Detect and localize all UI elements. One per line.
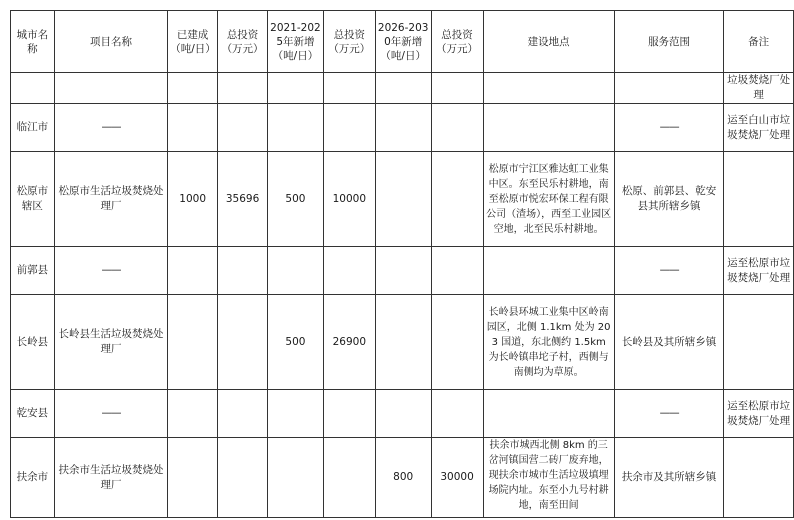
cell-invest-2: 26900 xyxy=(323,295,375,390)
cell-city: 扶余市 xyxy=(11,438,55,518)
header-row xyxy=(11,11,794,73)
cell-new-2026-2030 xyxy=(375,247,431,295)
cell-invest-3: 30000 xyxy=(431,438,483,518)
col-new-2021-2025: 2021-2025年新增（吨/日） xyxy=(268,11,324,73)
cell-built xyxy=(168,247,218,295)
cell-invest-1: 35696 xyxy=(218,152,268,247)
col-new-2026-2030: 2026-2030年新增（吨/日） xyxy=(375,11,431,73)
cell-note: 运至松原市垃圾焚烧厂处理 xyxy=(724,390,794,438)
cell-service: —— xyxy=(614,390,723,438)
cell-note xyxy=(724,438,794,518)
cell-new-2021-2025: 500 xyxy=(268,152,324,247)
cell-project: —— xyxy=(54,390,167,438)
col-invest-2: 总投资（万元） xyxy=(323,11,375,73)
cell-built xyxy=(168,390,218,438)
cell-location xyxy=(483,247,614,295)
cell-new-2021-2025 xyxy=(268,247,324,295)
cell-city xyxy=(11,73,55,104)
cell-invest-1 xyxy=(218,295,268,390)
cell-built xyxy=(168,73,218,104)
table-row xyxy=(11,104,794,152)
cell-service: —— xyxy=(614,247,723,295)
cell-invest-2 xyxy=(323,73,375,104)
cell-invest-3 xyxy=(431,73,483,104)
cell-new-2026-2030: 800 xyxy=(375,438,431,518)
cell-new-2021-2025 xyxy=(268,73,324,104)
table-row xyxy=(11,390,794,438)
col-city: 城市名称 xyxy=(11,11,55,73)
cell-built xyxy=(168,438,218,518)
cell-new-2026-2030 xyxy=(375,104,431,152)
cell-invest-3 xyxy=(431,104,483,152)
col-invest-3: 总投资（万元） xyxy=(431,11,483,73)
cell-city: 长岭县 xyxy=(11,295,55,390)
cell-invest-2 xyxy=(323,247,375,295)
cell-location xyxy=(483,73,614,104)
cell-location: 松原市宁江区雅达虹工业集中区。东至民乐村耕地，南至松原市悦宏环保工程有限公司（渣场），西至工业园区空地，北至民乐村耕地。 xyxy=(483,152,614,247)
cell-invest-1 xyxy=(218,104,268,152)
cell-new-2021-2025 xyxy=(268,438,324,518)
cell-project: —— xyxy=(54,104,167,152)
cell-note xyxy=(724,295,794,390)
col-note: 备注 xyxy=(724,11,794,73)
cell-location: 扶余市城西北侧 8km 的三岔河镇国营二砖厂废弃地，现扶余市城市生活垃圾填埋场院内址。东至小九号村耕地，南至田间 xyxy=(483,438,614,518)
col-project: 项目名称 xyxy=(54,11,167,73)
cell-new-2021-2025 xyxy=(268,104,324,152)
cell-new-2026-2030 xyxy=(375,390,431,438)
cell-note: 运至松原市垃圾焚烧厂处理 xyxy=(724,247,794,295)
cell-built: 1000 xyxy=(168,152,218,247)
cell-invest-2 xyxy=(323,438,375,518)
cell-new-2021-2025: 500 xyxy=(268,295,324,390)
cell-project: 松原市生活垃圾焚烧处理厂 xyxy=(54,152,167,247)
table-row xyxy=(11,438,794,518)
cell-service: —— xyxy=(614,104,723,152)
cell-built xyxy=(168,104,218,152)
cell-service: 长岭县及其所辖乡镇 xyxy=(614,295,723,390)
table-row xyxy=(11,247,794,295)
cell-invest-1 xyxy=(218,390,268,438)
cell-location: 长岭县环城工业集中区岭南园区，北侧 1.1km 处为 203 国道，东北侧约 1.5km 为长岭镇串坨子村，西侧与南侧均为草原。 xyxy=(483,295,614,390)
cell-invest-2: 10000 xyxy=(323,152,375,247)
cell-invest-3 xyxy=(431,247,483,295)
table-row xyxy=(11,152,794,247)
cell-project: —— xyxy=(54,247,167,295)
cell-invest-3 xyxy=(431,152,483,247)
cell-new-2026-2030 xyxy=(375,295,431,390)
table-row xyxy=(11,295,794,390)
cell-invest-3 xyxy=(431,295,483,390)
cell-city: 乾安县 xyxy=(11,390,55,438)
cell-city: 松原市辖区 xyxy=(11,152,55,247)
col-service: 服务范围 xyxy=(614,11,723,73)
cell-city: 前郭县 xyxy=(11,247,55,295)
cell-service: 松原、前郭县、乾安县其所辖乡镇 xyxy=(614,152,723,247)
col-built: 已建成（吨/日） xyxy=(168,11,218,73)
cell-invest-2 xyxy=(323,390,375,438)
cell-location xyxy=(483,104,614,152)
cell-new-2026-2030 xyxy=(375,152,431,247)
cell-service: 扶余市及其所辖乡镇 xyxy=(614,438,723,518)
cell-built xyxy=(168,295,218,390)
cell-invest-1 xyxy=(218,438,268,518)
cell-note: 运至白山市垃圾焚烧厂处理 xyxy=(724,104,794,152)
cell-invest-3 xyxy=(431,390,483,438)
table-row xyxy=(11,73,794,104)
cell-note xyxy=(724,152,794,247)
cell-invest-1 xyxy=(218,247,268,295)
cell-new-2021-2025 xyxy=(268,390,324,438)
cell-city: 临江市 xyxy=(11,104,55,152)
col-location: 建设地点 xyxy=(483,11,614,73)
cell-project xyxy=(54,73,167,104)
cell-location xyxy=(483,390,614,438)
facility-table xyxy=(10,10,794,518)
cell-project: 扶余市生活垃圾焚烧处理厂 xyxy=(54,438,167,518)
cell-invest-1 xyxy=(218,73,268,104)
cell-invest-2 xyxy=(323,104,375,152)
cell-note: 垃圾焚烧厂处理 xyxy=(724,73,794,104)
cell-new-2026-2030 xyxy=(375,73,431,104)
col-invest-1: 总投资（万元） xyxy=(218,11,268,73)
cell-project: 长岭县生活垃圾焚烧处理厂 xyxy=(54,295,167,390)
cell-service xyxy=(614,73,723,104)
